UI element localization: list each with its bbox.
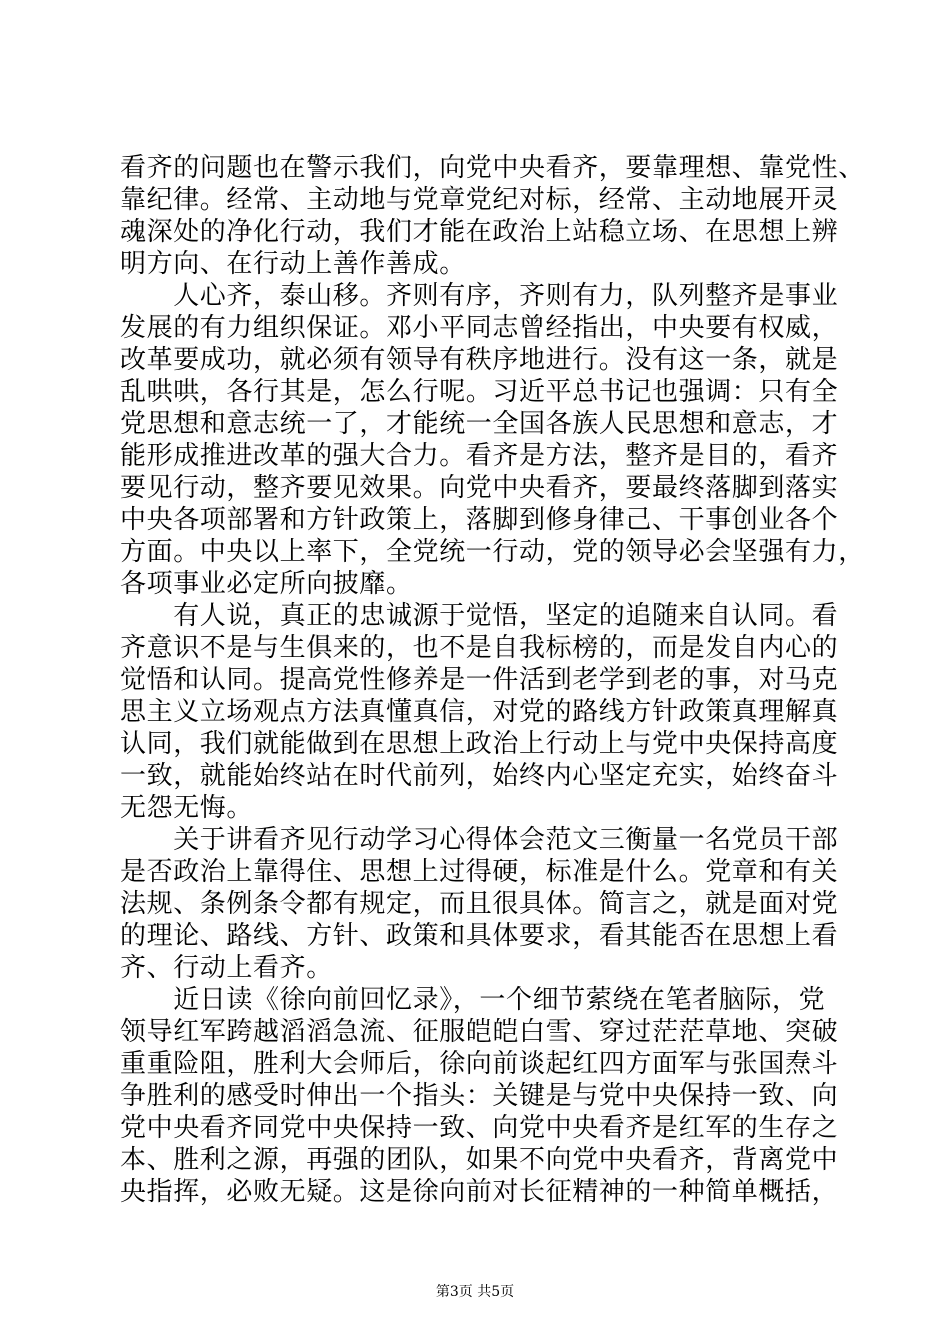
text-line: 无怨无悔。 [120,793,254,823]
text-line: 魂深处的净化行动，我们才能在政治上站稳立场、在思想上辨 [120,217,839,247]
text-line: 本、胜利之源，再强的团队，如果不向党中央看齐，背离党中 [120,1145,839,1175]
text-line: 央指挥，必败无疑。这是徐向前对长征精神的一种简单概括， [120,1177,839,1207]
text-line: 党中央看齐同党中央保持一致、向党中央看齐是红军的生存之 [120,1113,839,1143]
text-line: 关于讲看齐见行动学习心得体会范文三衡量一名党员干部 [120,825,839,855]
text-line: 人心齐，泰山移。齐则有序，齐则有力，队列整齐是事业 [120,281,839,311]
text-line: 中央各项部署和方针政策上，落脚到修身律己、干事创业各个 [120,505,839,535]
page-footer [0,1282,950,1302]
text-line: 党思想和意志统一了，才能统一全国各族人民思想和意志，才 [120,409,839,439]
text-line: 一致，就能始终站在时代前列，始终内心坚定充实，始终奋斗 [120,761,839,791]
text-line: 近日读《徐向前回忆录》，一个细节萦绕在笔者脑际，党 [120,985,826,1015]
text-line: 能形成推进改革的强大合力。看齐是方法，整齐是目的，看齐 [120,441,839,471]
text-line: 是否政治上靠得住、思想上过得硬，标准是什么。党章和有关 [120,857,839,887]
text-line: 的理论、路线、方针、政策和具体要求，看其能否在思想上看 [120,921,839,951]
text-line: 改革要成功，就必须有领导有秩序地进行。没有这一条，就是 [120,345,839,375]
text-line: 领导红军跨越滔滔急流、征服皑皑白雪、穿过茫茫草地、突破 [120,1017,839,1047]
text-line: 各项事业必定所向披靡。 [120,569,413,599]
text-line: 乱哄哄，各行其是，怎么行呢。习近平总书记也强调：只有全 [120,377,839,407]
text-line: 要见行动，整齐要见效果。向党中央看齐，要最终落脚到落实 [120,473,839,503]
body-text [120,152,865,1208]
text-line: 争胜利的感受时伸出一个指头：关键是与党中央保持一致、向 [120,1081,839,1111]
text-line: 方面。中央以上率下，全党统一行动，党的领导必会坚强有力， [120,537,865,567]
text-line: 明方向、在行动上善作善成。 [120,249,466,279]
page-number-label: 第3页 共5页 [435,1284,515,1300]
text-line: 有人说，真正的忠诚源于觉悟，坚定的追随来自认同。看 [120,601,839,631]
text-line: 齐、行动上看齐。 [120,953,333,983]
text-line: 齐意识不是与生俱来的，也不是自我标榜的，而是发自内心的 [120,633,839,663]
text-line: 重重险阻，胜利大会师后，徐向前谈起红四方面军与张国焘斗 [120,1049,839,1079]
text-line: 法规、条例条令都有规定，而且很具体。简言之，就是面对党 [120,889,839,919]
text-line: 认同，我们就能做到在思想上政治上行动上与党中央保持高度 [120,729,839,759]
text-line: 看齐的问题也在警示我们，向党中央看齐，要靠理想、靠党性、 [120,153,865,183]
text-line: 发展的有力组织保证。邓小平同志曾经指出，中央要有权威， [120,313,839,343]
text-line: 觉悟和认同。提高党性修养是一件活到老学到老的事，对马克 [120,665,839,695]
text-line: 靠纪律。经常、主动地与党章党纪对标，经常、主动地展开灵 [120,185,839,215]
text-line: 思主义立场观点方法真懂真信，对党的路线方针政策真理解真 [120,697,839,727]
